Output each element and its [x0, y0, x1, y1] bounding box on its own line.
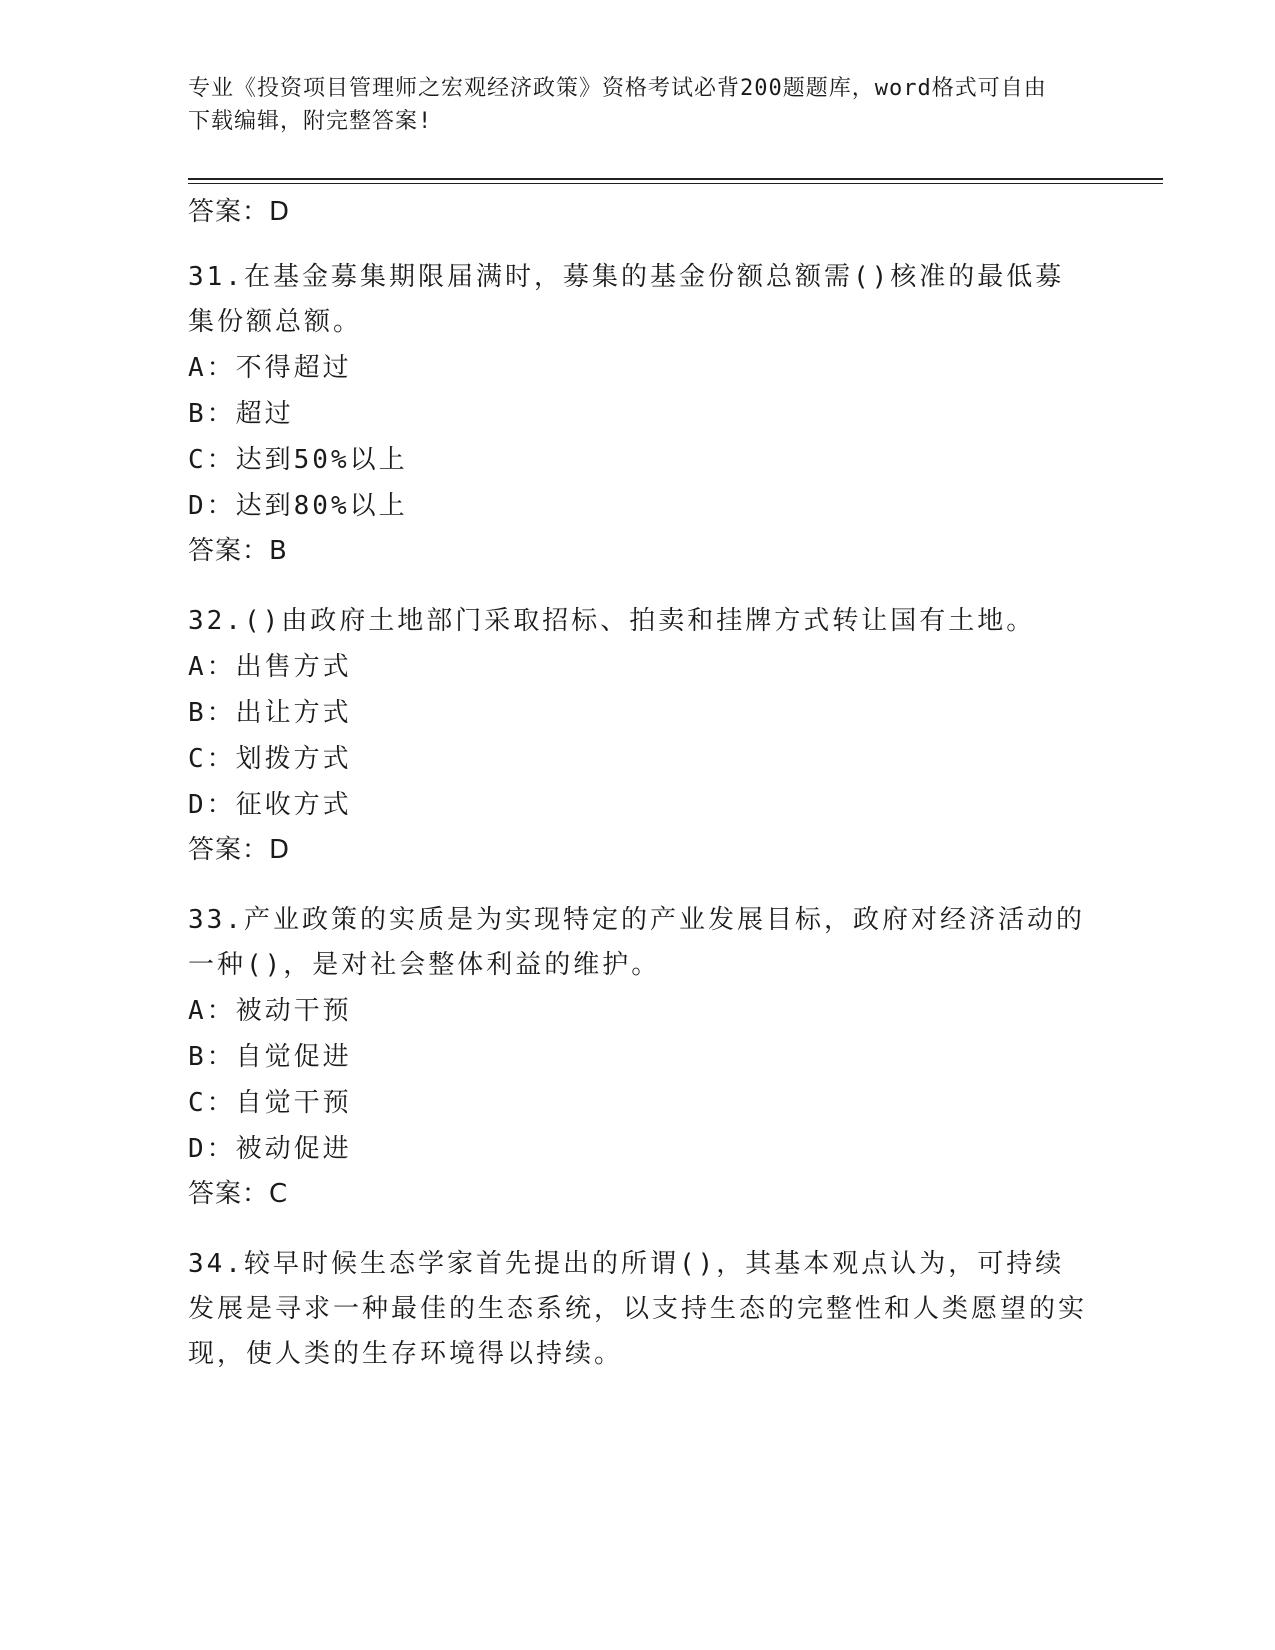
answer: 答案：D	[188, 835, 291, 865]
question-34	[188, 1242, 1088, 1377]
option-c: C：达到50%以上	[188, 445, 408, 475]
option-b: B：超过	[188, 399, 294, 429]
answer: 答案：C	[188, 1179, 289, 1209]
header-rule-thin	[188, 183, 1163, 184]
question-text: 31.在基金募集期限届满时，募集的基金份额总额需()核准的最低募集份额总额。	[188, 262, 1065, 337]
document-header: 专业《投资项目管理师之宏观经济政策》资格考试必背200题题库，word格式可自由下载编辑，附完整答案!	[188, 76, 1047, 134]
answer-prev: 答案：D	[188, 197, 291, 227]
option-d: D：达到80%以上	[188, 491, 408, 521]
option-b: B：自觉促进	[188, 1042, 352, 1072]
question-text: 34.较早时候生态学家首先提出的所谓()，其基本观点认为，可持续发展是寻求一种最佳的生态系统，以支持生态的完整性和人类愿望的实现，使人类的生存环境得以持续。	[188, 1249, 1088, 1369]
option-b: B：出让方式	[188, 698, 352, 728]
option-d: D：征收方式	[188, 790, 352, 820]
answer: 答案：B	[188, 536, 288, 566]
question-text: 33.产业政策的实质是为实现特定的产业发展目标，政府对经济活动的一种()，是对社会整体利益的维护。	[188, 905, 1085, 980]
question-31	[188, 255, 1088, 574]
option-a: A：被动干预	[188, 996, 352, 1026]
option-a: A：出售方式	[188, 652, 352, 682]
question-text: 32.()由政府土地部门采取招标、拍卖和挂牌方式转让国有土地。	[188, 606, 1036, 636]
question-32	[188, 599, 1088, 873]
option-c: C：划拨方式	[188, 744, 352, 774]
document-body	[188, 190, 1088, 1402]
option-d: D：被动促进	[188, 1134, 352, 1164]
option-c: C：自觉干预	[188, 1088, 352, 1118]
option-a: A：不得超过	[188, 353, 352, 383]
question-33	[188, 898, 1088, 1217]
header-rule	[188, 178, 1163, 180]
